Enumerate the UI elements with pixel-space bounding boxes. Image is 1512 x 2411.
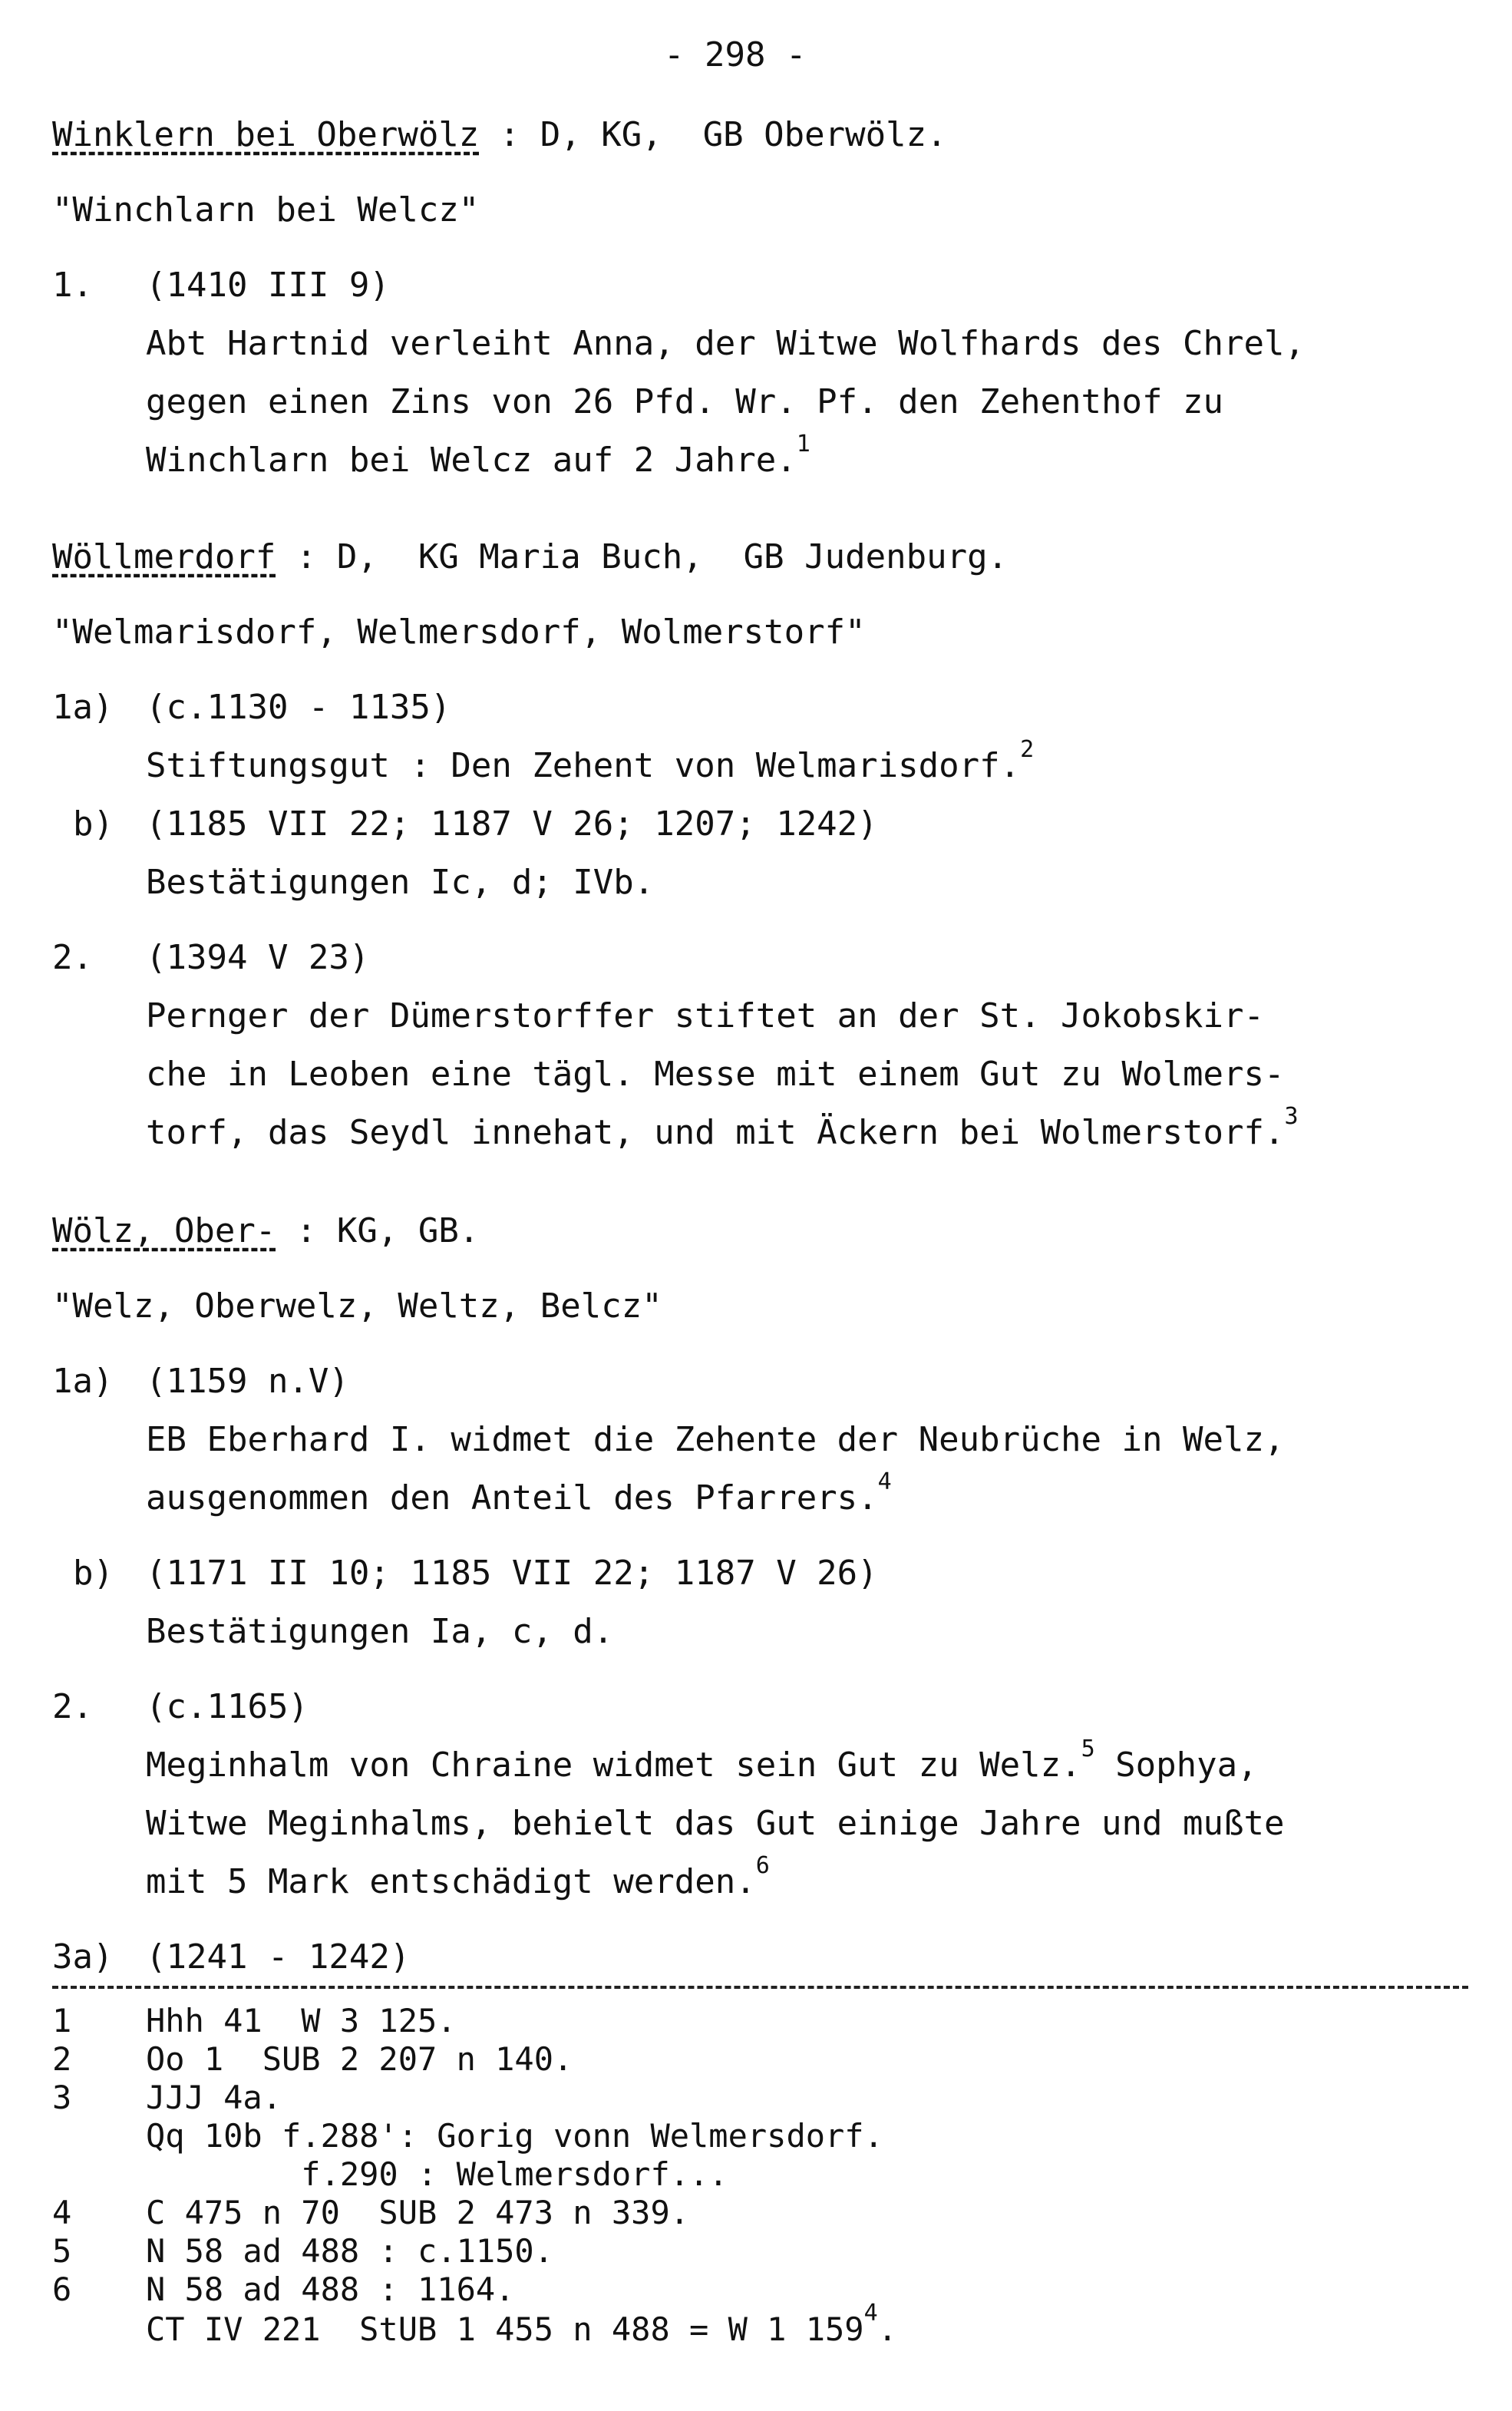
entry-heading <box>52 536 1008 579</box>
item-text-line: gegen einen Zins von 26 Pfd. Wr. Pf. den Zehenthof zu <box>146 382 1223 421</box>
item-date: (1159 n.V) <box>146 1362 349 1401</box>
footnote-ref: 1 <box>796 431 810 457</box>
item-text-line: Pernger der Dümerstorffer stiftet an der St. Jokobskir- <box>146 996 1264 1035</box>
footnote-number: 4 <box>52 2194 72 2231</box>
item-date: (1410 III 9) <box>146 266 390 305</box>
entry-heading <box>52 114 947 157</box>
footnote-text: N 58 ad 488 : 1164. <box>146 2271 515 2308</box>
place-name: Wöllmerdorf <box>52 537 276 576</box>
historic-names: "Winchlarn bei Welcz" <box>52 190 480 230</box>
item-text-line: Witwe Meginhalms, behielt das Gut einige Jahre und mußte <box>146 1804 1285 1843</box>
footnote-text: CT IV 221 StUB 1 455 n 488 = W 1 $159^4$. <box>146 2300 897 2348</box>
footnote-divider <box>52 1986 1468 1989</box>
footnote-ref: 6 <box>755 1852 770 1879</box>
item-label: b) <box>73 1554 114 1593</box>
footnote-ref: 5 <box>1081 1736 1095 1762</box>
footnote-ref: 3 <box>1284 1103 1299 1130</box>
footnote-text: C 475 n 70 SUB 2 473 n 339. <box>146 2194 690 2231</box>
item-date: (1185 VII 22; 1187 V 26; 1207; 1242) <box>146 804 878 844</box>
item-text-line: Stiftungsgut : Den Zehent von Welmarisdorf.$^2$ <box>146 736 1035 785</box>
footnote-number: 5 <box>52 2232 72 2270</box>
item-text-line: che in Leoben eine tägl. Messe mit einem Gut zu Wolmers- <box>146 1055 1285 1094</box>
item-text-line: Bestätigungen Ic, d; IVb. <box>146 863 655 902</box>
item-text-line: Winchlarn bei Welcz auf 2 Jahre.$^1$ <box>146 431 810 480</box>
item-text-line: torf, das Seydl innehat, und mit Äckern bei Wolmerstorf.$^3$ <box>146 1103 1299 1152</box>
footnote-text: f.290 : Welmersdorf... <box>146 2155 728 2193</box>
item-text-line: ausgenommen den Anteil des Pfarrers.$^4$ <box>146 1468 892 1518</box>
item-date: (1171 II 10; 1185 VII 22; 1187 V 26) <box>146 1554 878 1593</box>
footnote-number: 1 <box>52 2002 72 2039</box>
item-text-line: EB Eberhard I. widmet die Zehente der Neubrüche in Welz, <box>146 1420 1285 1459</box>
item-label: b) <box>73 804 114 844</box>
footnote-text: N 58 ad 488 : c.1150. <box>146 2232 554 2270</box>
footnote-ref: 4 <box>863 2300 878 2327</box>
item-text-line: Abt Hartnid verleiht Anna, der Witwe Wolfhards des Chrel, <box>146 324 1305 363</box>
item-date: (1394 V 23) <box>146 938 370 977</box>
footnote-ref: 4 <box>877 1468 892 1495</box>
item-date: (1241 - 1242) <box>146 1937 411 1977</box>
footnote-text: JJJ 4a. <box>146 2079 282 2116</box>
item-date: (c.1130 - 1135) <box>146 688 451 727</box>
historic-names: "Welz, Oberwelz, Weltz, Belcz" <box>52 1286 662 1326</box>
place-info: : D, KG, GB Oberwölz. <box>479 115 947 154</box>
item-text-line: mit 5 Mark entschädigt werden.$^6$ <box>146 1852 770 1901</box>
footnote-ref: 2 <box>1020 736 1035 763</box>
footnote-text: Qq 10b f.288': Gorig vonn Welmersdorf. <box>146 2117 883 2155</box>
item-label: 2. <box>52 938 93 977</box>
item-text-line: Meginhalm von Chraine widmet sein Gut zu Welz.$^5$ Sophya, <box>146 1736 1258 1785</box>
item-date: (c.1165) <box>146 1687 309 1726</box>
item-label: 1a) <box>52 1362 114 1401</box>
place-info: : KG, GB. <box>276 1211 480 1250</box>
footnote-number: 3 <box>52 2079 72 2116</box>
item-label: 2. <box>52 1687 93 1726</box>
page-number: - 298 - <box>664 35 807 74</box>
item-label: 3a) <box>52 1937 114 1977</box>
place-name: Wölz, Ober- <box>52 1211 276 1250</box>
item-label: 1a) <box>52 688 114 727</box>
historic-names: "Welmarisdorf, Welmersdorf, Wolmerstorf" <box>52 613 866 652</box>
footnote-number: 6 <box>52 2271 72 2308</box>
footnote-number: 2 <box>52 2040 72 2078</box>
entry-heading <box>52 1210 479 1253</box>
footnote-text: Hhh 41 W 3 125. <box>146 2002 457 2039</box>
item-label: 1. <box>52 266 93 305</box>
place-info: : D, KG Maria Buch, GB Judenburg. <box>276 537 1009 576</box>
item-text-line: Bestätigungen Ia, c, d. <box>146 1612 614 1651</box>
footnote-text: Oo 1 SUB 2 207 n 140. <box>146 2040 573 2078</box>
place-name: Winklern bei Oberwölz <box>52 115 480 154</box>
